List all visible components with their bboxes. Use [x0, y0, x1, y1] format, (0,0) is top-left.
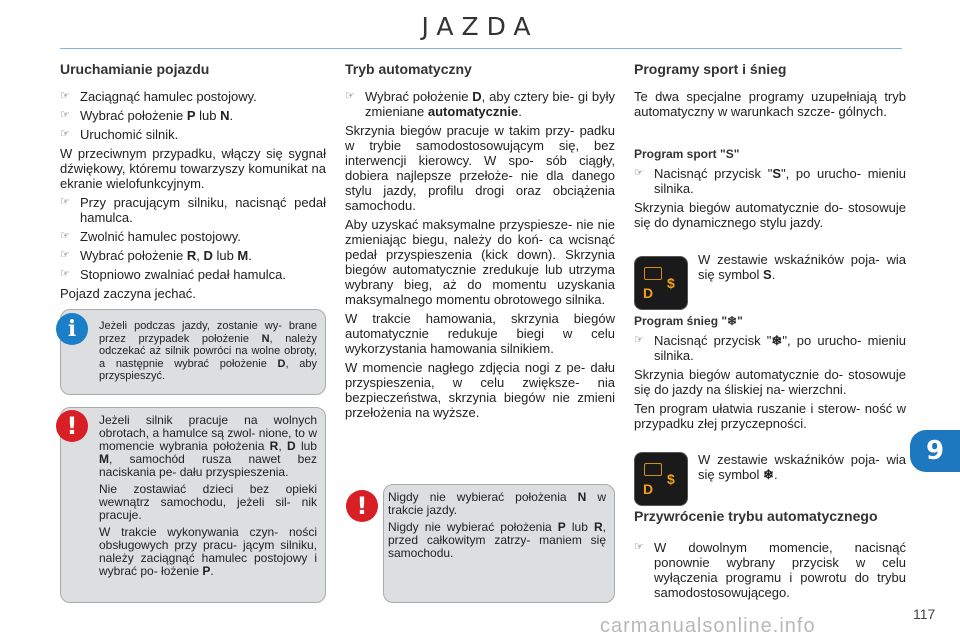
warning-text: Nigdy nie wybierać położenia P lub R, przed całkowitym zatrzy- maniem się samochodu.: [388, 520, 606, 560]
list-item: [634, 166, 906, 196]
indicator-caption: W zestawie wskaźników poja- wia się symbol ❄.: [698, 452, 906, 482]
pointing-hand-icon: ☞: [60, 196, 70, 208]
pointing-hand-icon: ☞: [60, 230, 70, 242]
warning-icon: !: [56, 410, 88, 442]
list-item-text: Wybrać położenie P lub N.: [80, 108, 234, 123]
subheading-sport: Program sport "S": [634, 147, 740, 161]
list-item: [634, 540, 906, 600]
list-item-text: Przy pracującym silniku, nacisnąć pedał hamulca.: [80, 195, 326, 225]
pointing-hand-icon: ☞: [634, 541, 644, 553]
page-title: JAZDA: [421, 12, 539, 41]
chapter-tab: 9: [910, 430, 960, 472]
warning-text: Nie zostawiać dzieci bez opieki wewnątrz samochodu, jeżeli sil- nik pracuje.: [99, 482, 317, 522]
list-item-text: Uruchomić silnik.: [80, 127, 179, 142]
info-text: Jeżeli podczas jazdy, zostanie wy- brane przez przypadek położenie N, należy odczekać aż silnik powróci na wolne obroty, a następnie wybrać położenie D, aby przyspieszyć.: [99, 320, 317, 382]
section-heading-przywrocenie: Przywrócenie trybu automatycznego: [634, 508, 878, 524]
pointing-hand-icon: ☞: [60, 109, 70, 121]
list-item: [634, 333, 906, 363]
indicator-letter: D: [643, 285, 654, 301]
indicator-symbol: $: [667, 471, 675, 487]
sport-indicator-icon: [634, 256, 688, 310]
list-item-text: Zwolnić hamulec postojowy.: [80, 229, 241, 244]
section-heading-programy: Programy sport i śnieg: [634, 61, 787, 77]
header-divider: [60, 48, 902, 49]
column-programy: [634, 62, 906, 604]
pointing-hand-icon: ☞: [60, 128, 70, 140]
warning-text: Nigdy nie wybierać położenia N w trakcie jazdy.: [388, 490, 606, 517]
paragraph: Skrzynia biegów pracuje w takim przy- padku w trybie samodostosowującym się, bez interwencji kierowcy. W spo- sób ciągły, dobiera najlepsze przełoże- nie dla danego stylu jazdy, profilu drogi oraz obciążenia samochodu.: [345, 123, 615, 213]
info-icon: i: [56, 313, 88, 345]
list-item-text: Nacisnąć przycisk "S", po urucho- mieniu silnika.: [654, 166, 906, 196]
list-item: [345, 89, 615, 119]
snow-indicator-icon: [634, 452, 688, 506]
section-heading-tryb-automatyczny: Tryb automatyczny: [345, 61, 472, 77]
list-item: [60, 195, 326, 225]
paragraph: Pojazd zaczyna jechać.: [60, 286, 196, 301]
warning-box: [383, 484, 615, 603]
paragraph: W przeciwnym przypadku, włączy się sygnał dźwiękowy, któremu towarzyszy komunikat na ekranie wielofunkcyjnym.: [60, 146, 326, 191]
column-uruchamianie: [60, 62, 326, 305]
subheading-snieg: Program śnieg "❄": [634, 314, 743, 328]
indicator-caption: W zestawie wskaźników poja- wia się symbol S.: [698, 252, 906, 282]
info-box: [60, 309, 326, 395]
pointing-hand-icon: ☞: [634, 334, 644, 346]
indicator-symbol: $: [667, 275, 675, 291]
pointing-hand-icon: ☞: [634, 167, 644, 179]
list-item-text: Stopniowo zwalniać pedał hamulca.: [80, 267, 286, 282]
pointing-hand-icon: ☞: [345, 90, 355, 102]
list-item: [60, 229, 326, 244]
warning-icon: !: [346, 490, 378, 522]
paragraph: W trakcie hamowania, skrzynia biegów automatycznie redukuje biegi w celu wykorzystania hamowania silnikiem.: [345, 311, 615, 356]
warning-text: W trakcie wykonywania czyn- ności obsługowych przy pracu- jącym silniku, należy zaciągnąć hamulec postojowy i wybrać po- łożenie P.: [99, 525, 317, 578]
paragraph: Te dwa specjalne programy uzupełniają tryb automatyczny w warunkach szcze- gólnych.: [634, 89, 906, 119]
paragraph: Skrzynia biegów automatycznie do- stosowuje się do dynamicznego stylu jazdy.: [634, 200, 906, 230]
list-item-text: Zaciągnąć hamulec postojowy.: [80, 89, 257, 104]
list-item-text: W dowolnym momencie, nacisnąć ponownie wybrany przycisk w celu wyłączenia programu i powrotu do trybu samodostosowującego.: [654, 540, 906, 600]
list-item: [60, 267, 326, 282]
list-item: [60, 248, 326, 263]
indicator-frame: [644, 463, 662, 476]
paragraph: W momencie nagłego zdjęcia nogi z pe- dału przyspieszenia, w celu zwiększe- nia bezpieczeństwa, skrzynia biegów nie zmieni przełożenia na wyższe.: [345, 360, 615, 420]
paragraph: Aby uzyskać maksymalne przyspiesze- nie nie zmieniając biegu, należy do koń- ca wcisnąć pedał przyspieszenia (kick down). Skrzynia biegów automatycznie zredukuje lub utrzyma wybrany bieg, aż do momentu uzyskania maksymalnego momentu obrotowego silnika.: [345, 217, 615, 307]
pointing-hand-icon: ☞: [60, 90, 70, 102]
list-item-text: Wybrać położenie D, aby cztery bie- gi były zmieniane automatycznie.: [365, 89, 616, 119]
warning-text: Jeżeli silnik pracuje na wolnych obrotach, a hamulce są zwol- nione, to w momencie wybrania położenia R, D lub M, samochód rusza nawet bez naciskania pe- dału przyspieszenia.: [99, 413, 317, 479]
watermark: carmanualsonline.info: [600, 615, 816, 637]
page-number: 117: [913, 606, 936, 622]
paragraph: Ten program ułatwia ruszanie i sterow- ność w przypadku złej przyczepności.: [634, 401, 906, 431]
list-item: [60, 108, 326, 123]
section-heading-uruchamianie: Uruchamianie pojazdu: [60, 61, 210, 77]
list-item-text: Nacisnąć przycisk "❄", po urucho- mieniu silnika.: [654, 333, 906, 363]
list-item: [60, 89, 326, 104]
pointing-hand-icon: ☞: [60, 249, 70, 261]
indicator-frame: [644, 267, 662, 280]
pointing-hand-icon: ☞: [60, 268, 70, 280]
indicator-letter: D: [643, 481, 654, 497]
column-tryb-automatyczny: [345, 62, 615, 424]
paragraph: Skrzynia biegów automatycznie do- stosowuje się do jazdy na śliskiej na- wierzchni.: [634, 367, 906, 397]
list-item-text: Wybrać położenie R, D lub M.: [80, 248, 252, 263]
warning-box: [60, 407, 326, 603]
list-item: [60, 127, 326, 142]
